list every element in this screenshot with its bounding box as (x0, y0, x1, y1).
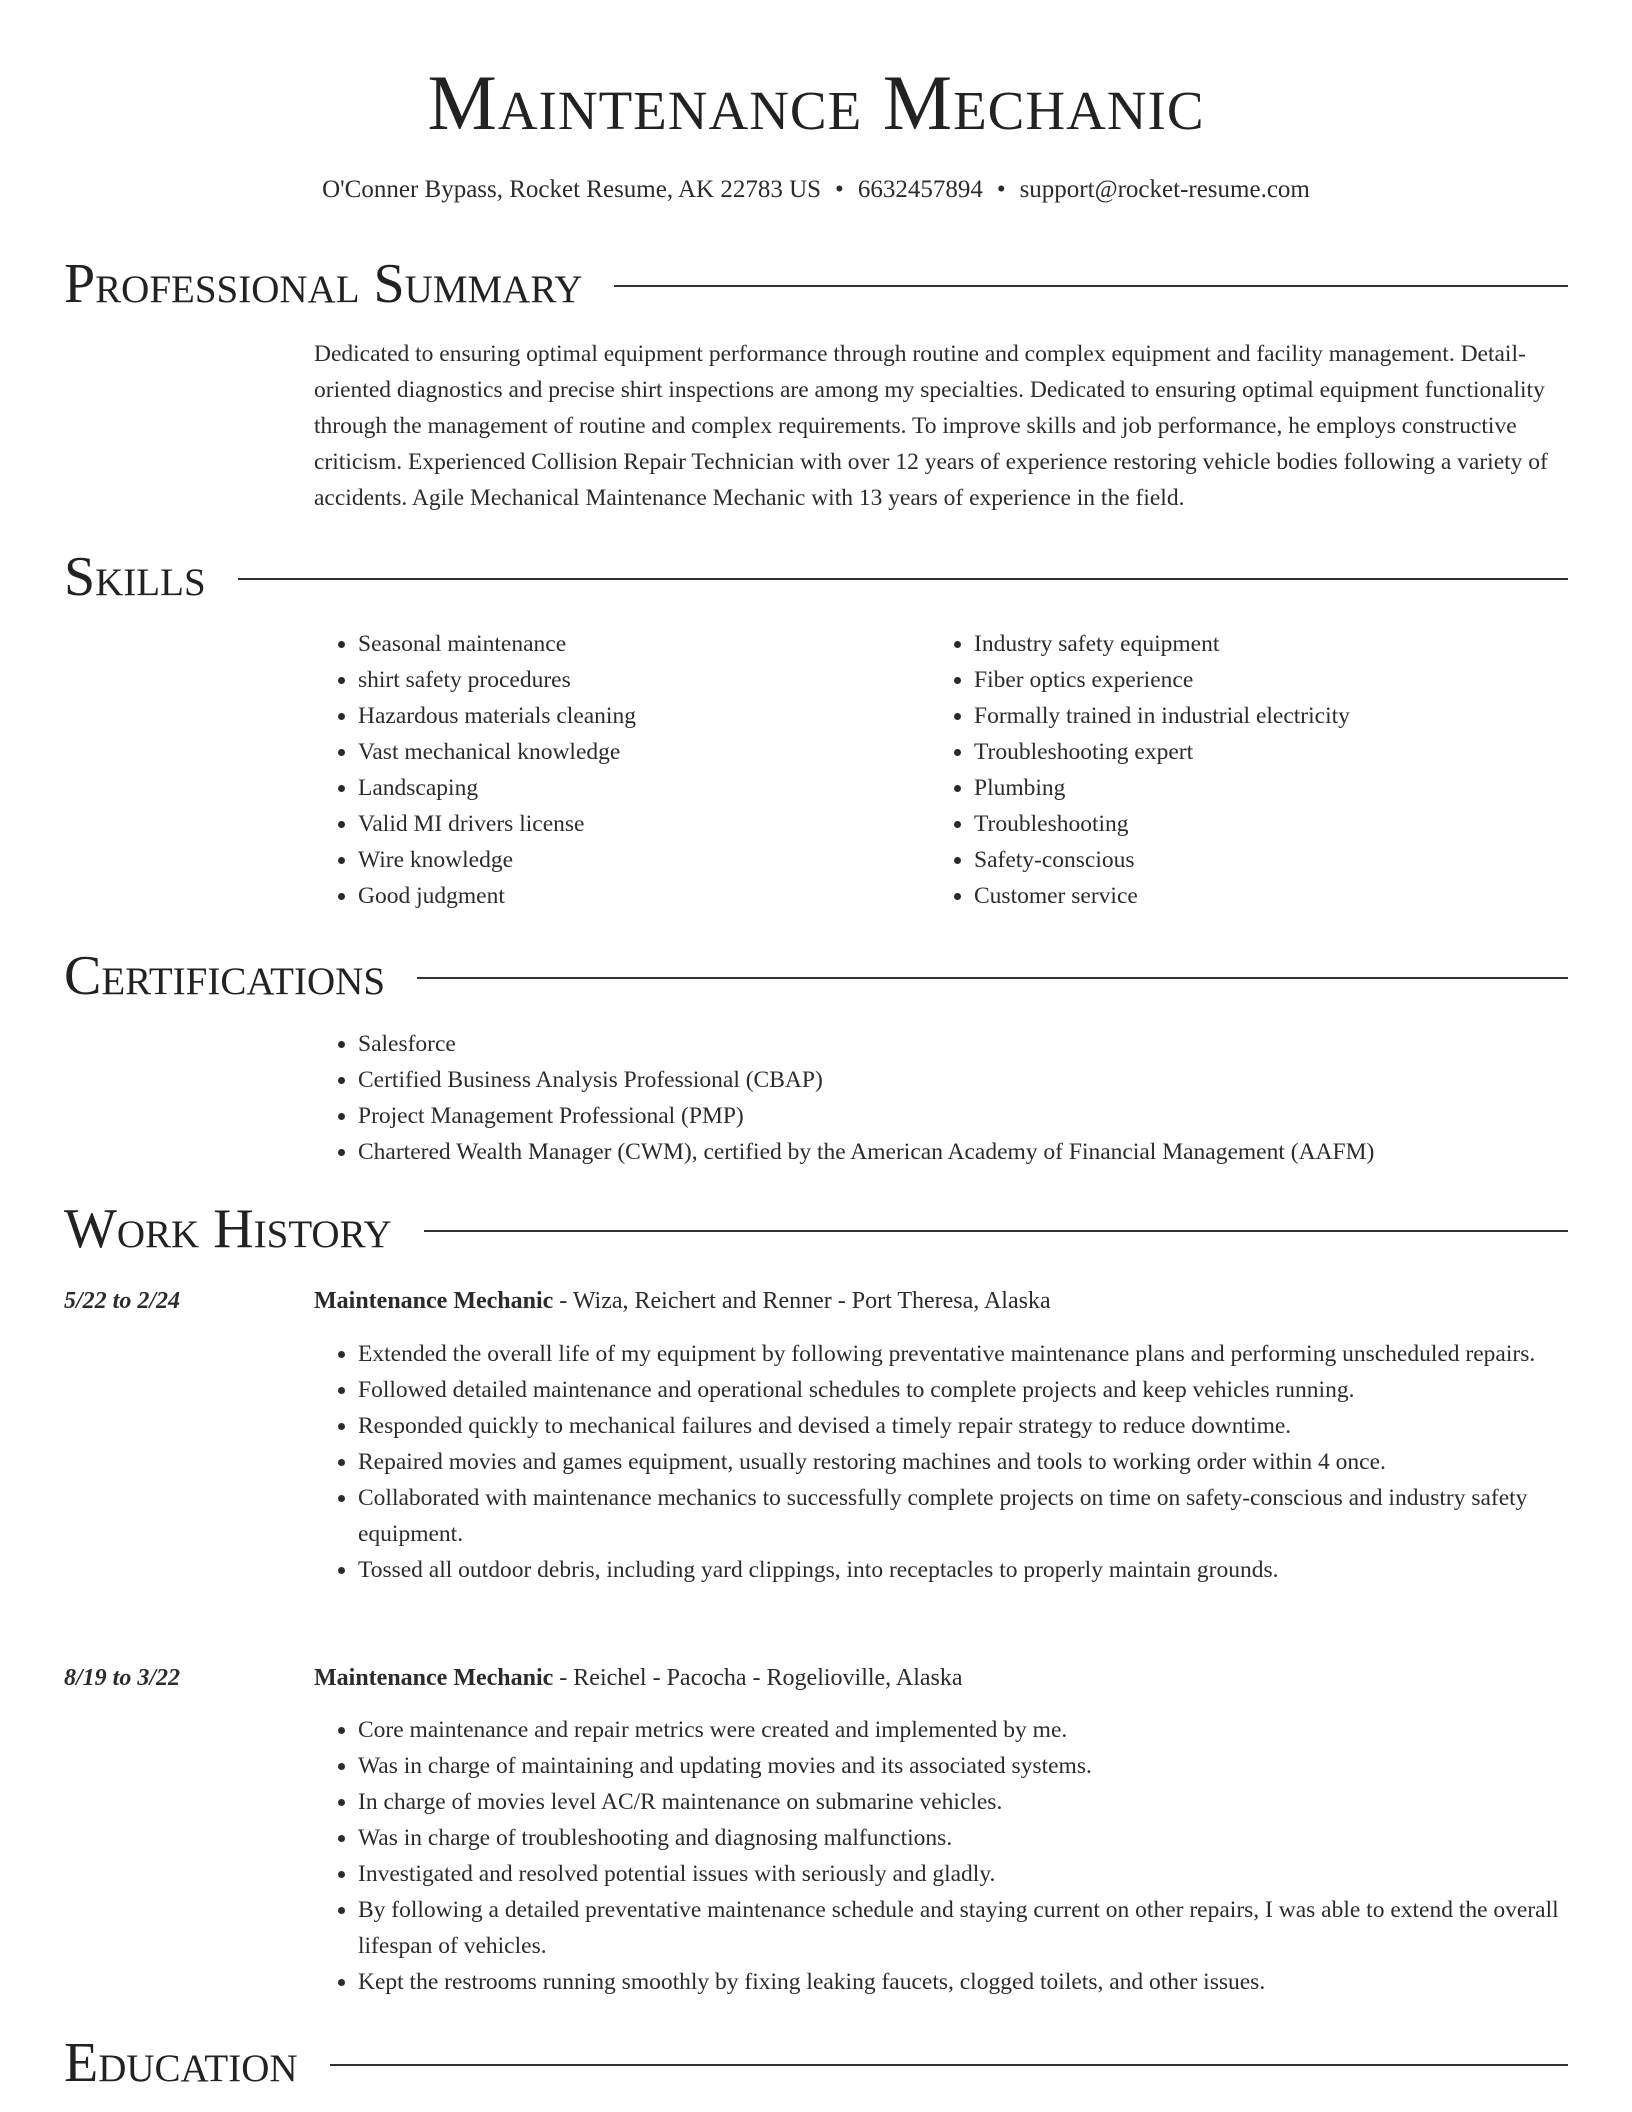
skill-item: • Troubleshooting expert (974, 734, 1530, 770)
skill-item: • Customer service (974, 878, 1530, 914)
skill-item: • Plumbing (974, 770, 1530, 806)
job-title: Maintenance Mechanic (314, 1288, 554, 1314)
skill-item: • Landscaping (358, 770, 914, 806)
skill-item: • Safety-conscious (974, 842, 1530, 878)
skill-item: • Hazardous materials cleaning (358, 698, 914, 734)
skill-item: • Seasonal maintenance (358, 626, 914, 662)
skill-item: • Vast mechanical knowledge (358, 734, 914, 770)
work-heading: Work History (64, 1198, 392, 1260)
skill-item: • Troubleshooting (974, 806, 1530, 842)
contact-phone[interactable]: 6632457894 (857, 176, 983, 203)
job-heading (314, 1283, 1574, 1319)
job-employer: - Reichel - Pacocha - Rogelioville, Alaska (553, 1665, 963, 1691)
certifications-section-header (64, 944, 1568, 1008)
contact-separator: • (996, 176, 1006, 203)
summary-section-header (64, 252, 1568, 316)
skill-item: • Industry safety equipment (974, 626, 1530, 662)
job-bullet: • Responded quickly to mechanical failures and devised a timely repair strategy to reduce downtime. (358, 1408, 1574, 1444)
candidate-name: Maintenance Mechanic (427, 59, 1205, 146)
certification-item: • Project Management Professional (PMP) (358, 1098, 1574, 1134)
job-bullet: • Was in charge of troubleshooting and diagnosing malfunctions. (358, 1820, 1574, 1856)
certifications-heading: Certifications (64, 945, 386, 1007)
job-title: Maintenance Mechanic (314, 1665, 554, 1691)
job-bullet: • Was in charge of maintaining and updating movies and its associated systems. (358, 1748, 1574, 1784)
skill-item: • Valid MI drivers license (358, 806, 914, 842)
job-dates: 5/22 to 2/24 (64, 1288, 181, 1314)
skill-item: • Good judgment (358, 878, 914, 914)
skill-item: • Fiber optics experience (974, 662, 1530, 698)
skills-right-column (930, 626, 1530, 914)
skill-item: • shirt safety procedures (358, 662, 914, 698)
job-bullet: • Kept the restrooms running smoothly by fixing leaking faucets, clogged toilets, and other issues. (358, 1964, 1574, 2000)
certification-item: • Certified Business Analysis Professional (CBAP) (358, 1062, 1574, 1098)
job-bullet: • Collaborated with maintenance mechanics to successfully complete projects on time on safety-conscious and industry safety equipment. (358, 1480, 1574, 1552)
job-responsibilities (314, 1712, 1574, 2000)
education-section-header (64, 2031, 1568, 2095)
section-divider (417, 977, 1568, 979)
work-section-header (64, 1197, 1568, 1261)
job-bullet: • In charge of movies level AC/R maintenance on submarine vehicles. (358, 1784, 1574, 1820)
skill-item: • Formally trained in industrial electricity (974, 698, 1530, 734)
job-heading (314, 1660, 1574, 1696)
job-bullet: • Tossed all outdoor debris, including yard clippings, into receptacles to properly maintain grounds. (358, 1552, 1574, 1588)
job-bullet: • Extended the overall life of my equipment by following preventative maintenance plans and performing unscheduled repairs. (358, 1336, 1574, 1372)
contact-email[interactable]: support@rocket-resume.com (1019, 176, 1310, 203)
summary-heading: Professional Summary (64, 253, 583, 315)
job-bullet: • Core maintenance and repair metrics were created and implemented by me. (358, 1712, 1574, 1748)
job-bullet: • By following a detailed preventative maintenance schedule and staying current on other repairs, I was able to extend the overall lifespan of vehicles. (358, 1892, 1574, 1964)
job-bullet: • Repaired movies and games equipment, usually restoring machines and tools to working order within 4 once. (358, 1444, 1574, 1480)
skill-item: • Wire knowledge (358, 842, 914, 878)
job-bullet: • Followed detailed maintenance and operational schedules to complete projects and keep vehicles running. (358, 1372, 1574, 1408)
job-responsibilities (314, 1336, 1574, 1588)
skills-section-header (64, 545, 1568, 609)
summary-text: Dedicated to ensuring optimal equipment performance through routine and complex equipment and facility management. Detail-oriented diagnostics and precise shirt inspections are among my specialties. Dedicated to ensuring optimal equipment functionality through the management of routine and complex requirements. To improve skills and job performance, he employs constructive criticism. Experienced Collision Repair Technician with over 12 years of experience restoring vehicle bodies following a variety of accidents. Agile Mechanical Maintenance Mechanic with 13 years of experience in the field. (314, 341, 1548, 511)
section-divider (330, 2064, 1568, 2066)
contact-address: O'Conner Bypass, Rocket Resume, AK 22783 US (322, 176, 822, 203)
job-employer: - Wiza, Reichert and Renner - Port Theresa, Alaska (553, 1288, 1051, 1314)
job-dates: 8/19 to 3/22 (64, 1665, 181, 1691)
certification-item: • Chartered Wealth Manager (CWM), certified by the American Academy of Financial Management (AAFM) (358, 1134, 1574, 1170)
contact-line (0, 173, 1632, 207)
section-divider (424, 1230, 1568, 1232)
education-heading: Education (64, 2032, 298, 2094)
contact-separator: • (835, 176, 844, 203)
section-divider (238, 578, 1568, 580)
certification-item: • Salesforce (358, 1026, 1574, 1062)
skills-heading: Skills (64, 546, 206, 608)
skills-left-column (314, 626, 914, 914)
section-divider (614, 285, 1568, 287)
certifications-list (314, 1026, 1574, 1170)
job-bullet: • Investigated and resolved potential issues with seriously and gladly. (358, 1856, 1574, 1892)
